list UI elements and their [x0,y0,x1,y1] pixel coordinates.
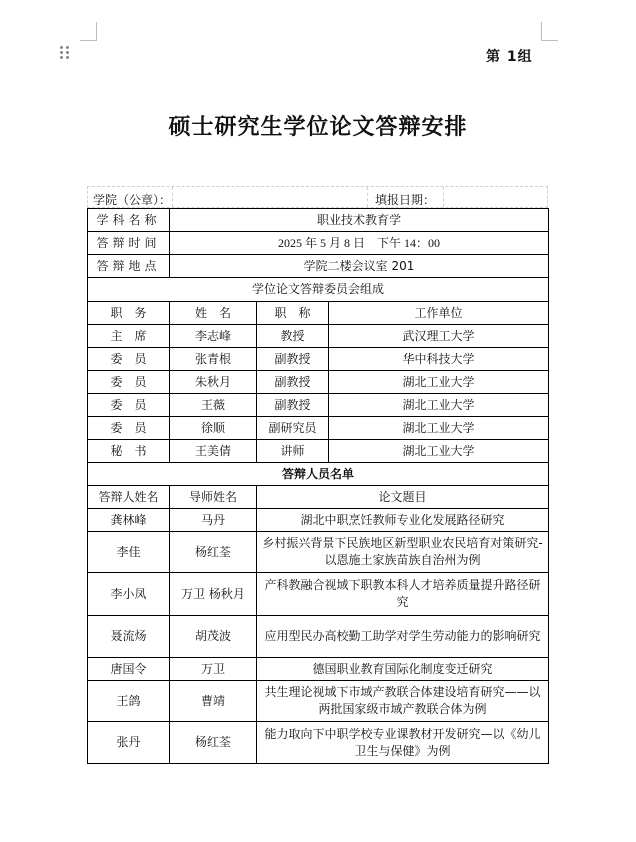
committee-row [88,440,549,463]
advisor-name: 杨红荃 [170,722,257,764]
committee-affiliation: 湖北工业大学 [329,440,549,463]
committee-header-cell: 工作单位 [329,302,549,325]
thesis-title: 湖北中职烹饪教师专业化发展路径研究 [257,509,549,532]
defense-row [88,532,549,573]
committee-header-cell: 职 务 [88,302,170,325]
subject-value: 职业技术教育学 [170,209,549,232]
candidate-name: 唐国令 [88,658,170,681]
committee-role: 委 员 [88,371,170,394]
committee-affiliation: 武汉理工大学 [329,325,549,348]
committee-name: 李志峰 [170,325,257,348]
committee-title: 副教授 [257,348,329,371]
thesis-title: 德国职业教育国际化制度变迁研究 [257,658,549,681]
committee-name: 张青根 [170,348,257,371]
thesis-title: 产科教融合视域下职教本科人才培养质量提升路径研究 [257,573,549,616]
committee-title: 教授 [257,325,329,348]
committee-role: 委 员 [88,348,170,371]
date-label: 填报日期： [375,193,436,207]
defense-row [88,681,549,722]
group-label: 第 1组 [486,49,533,65]
thesis-title: 共生理论视域下市域产教联合体建设培育研究——以两批国家级市域产教联合体为例 [257,681,549,722]
time-value: 2025 年 5 月 8 日 下午 14：00 [170,232,549,255]
advisor-name: 马丹 [170,509,257,532]
committee-affiliation: 湖北工业大学 [329,394,549,417]
committee-title: 讲师 [257,440,329,463]
advisor-name: 杨红荃 [170,532,257,573]
defense-header-cell: 答辩人姓名 [88,486,170,509]
committee-role: 委 员 [88,394,170,417]
thesis-title: 乡村振兴背景下民族地区新型职业农民培育对策研究-以恩施土家族苗族自治州为例 [257,532,549,573]
time-label: 答辩时间 [88,232,170,255]
committee-affiliation: 湖北工业大学 [329,371,549,394]
committee-row [88,371,549,394]
committee-name: 徐顺 [170,417,257,440]
committee-name: 王美倩 [170,440,257,463]
candidate-name: 李小凤 [88,573,170,616]
committee-title: 副教授 [257,394,329,417]
defense-section-title: 答辩人员名单 [88,463,549,486]
candidate-name: 龚林峰 [88,509,170,532]
candidate-name: 聂流炀 [88,616,170,658]
place-label: 答辩地点 [88,255,170,278]
crop-mark-top-left [80,22,97,41]
committee-row [88,325,549,348]
college-label: 学院（公章）： [93,193,172,207]
crop-mark-top-right [541,22,558,41]
drag-handle-icon[interactable] [60,46,70,60]
committee-name: 王薇 [170,394,257,417]
defense-row [88,616,549,658]
subject-label: 学科名称 [88,209,170,232]
header-row [87,186,548,208]
committee-header-cell: 职 称 [257,302,329,325]
committee-section-title: 学位论文答辩委员会组成 [88,278,549,302]
committee-affiliation: 湖北工业大学 [329,417,549,440]
committee-title: 副教授 [257,371,329,394]
defense-row [88,722,549,764]
defense-header-cell: 导师姓名 [170,486,257,509]
defense-row [88,509,549,532]
defense-header-row [88,486,549,509]
committee-title: 副研究员 [257,417,329,440]
committee-role: 秘 书 [88,440,170,463]
advisor-name: 曹靖 [170,681,257,722]
candidate-name: 李佳 [88,532,170,573]
committee-name: 朱秋月 [170,371,257,394]
thesis-title: 能力取向下中职学校专业课教材开发研究—以《幼儿卫生与保健》为例 [257,722,549,764]
arrangement-table [87,208,549,764]
advisor-name: 万卫 杨秋月 [170,573,257,616]
doc-title: 硕士研究生学位论文答辩安排 [168,115,468,140]
candidate-name: 张丹 [88,722,170,764]
committee-role: 委 员 [88,417,170,440]
defense-header-cell: 论文题目 [257,486,549,509]
defense-row [88,573,549,616]
place-value: 学院二楼会议室 201 [170,255,549,278]
defense-row [88,658,549,681]
thesis-title: 应用型民办高校勤工助学对学生劳动能力的影响研究 [257,616,549,658]
candidate-name: 王鸽 [88,681,170,722]
committee-header-row [88,302,549,325]
committee-affiliation: 华中科技大学 [329,348,549,371]
committee-row [88,394,549,417]
committee-row [88,348,549,371]
advisor-name: 胡茂波 [170,616,257,658]
committee-role: 主 席 [88,325,170,348]
committee-header-cell: 姓 名 [170,302,257,325]
advisor-name: 万卫 [170,658,257,681]
committee-row [88,417,549,440]
